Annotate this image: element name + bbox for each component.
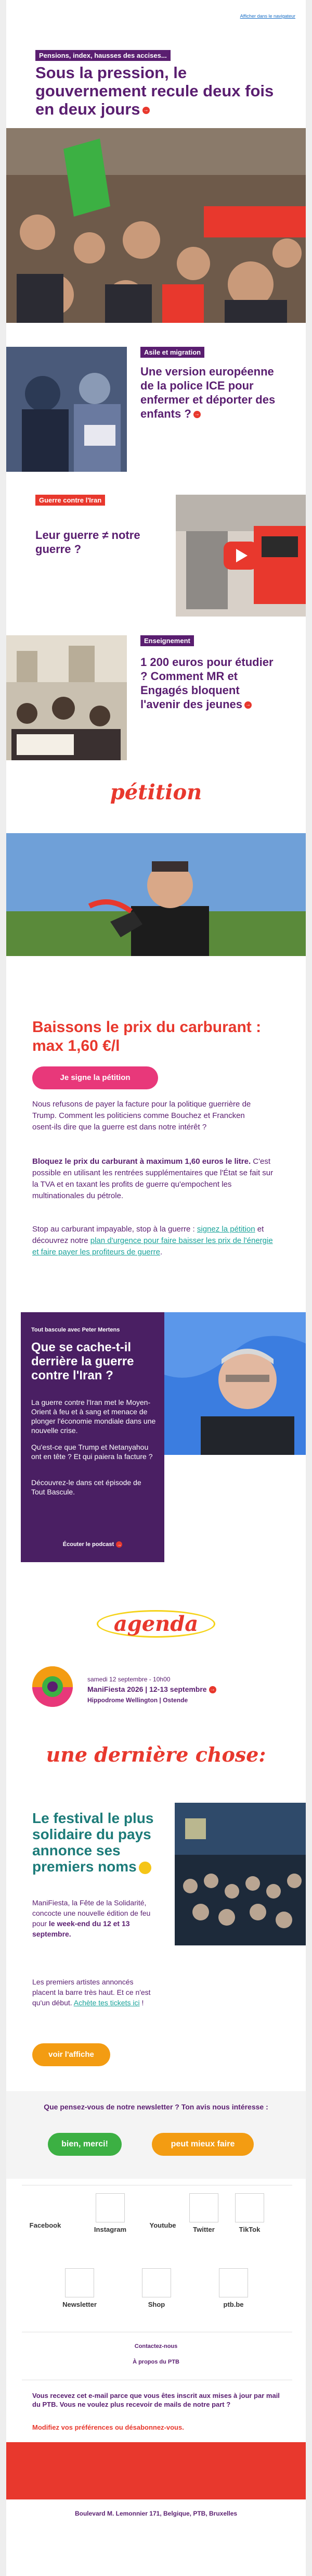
podcast-paragraph-3: Découvrez-le dans cet épisode de Tout Bascule. xyxy=(31,1478,141,1496)
view-poster-button[interactable]: voir l'affiche xyxy=(32,2043,110,2066)
festival-photo[interactable] xyxy=(175,1803,306,1945)
arrow-icon: → xyxy=(194,411,200,418)
petition-paragraph-2: Bloquez le prix du carburant à maximum 1,60 euros le litre. C'est possible en utilisant les rentrées supplémentaires que l'État se fait sur la TVA et en taxant les profits de guerre qu'empochent les multinationales du pétrole. xyxy=(32,1157,274,1200)
feedback-bad-button[interactable]: peut mieux faire xyxy=(152,2133,254,2156)
arrow-icon: → xyxy=(143,107,149,113)
last-paragraph-2: Les premiers artistes annoncés placent la barre très haut. Et ce n'est qu'un début. Achète tes tickets ici ! xyxy=(32,1978,151,2007)
article-photo-asylum[interactable] xyxy=(6,347,127,472)
feedback-question: Que pensez-vous de notre newsletter ? Ton avis nous intéresse : xyxy=(44,2103,268,2111)
petition-section-label: pétition xyxy=(110,780,202,805)
last-title: Le festival le plus solidaire du pays annonce ses premiers noms xyxy=(32,1810,154,1875)
agenda-date: samedi 12 septembre - 10h00 xyxy=(87,1676,171,1683)
podcast-card[interactable] xyxy=(21,1312,164,1562)
podcast-paragraph-2: Qu'est-ce que Trump et Netanyahou ont en tête ? Et qui paiera la facture ? xyxy=(31,1443,153,1461)
article-3-title[interactable]: 1 200 euros pour étudier ? Comment MR et Engagés bloquent l'avenir des jeunes → xyxy=(140,656,274,711)
petition-paragraph-3: Stop au carburant impayable, stop à la guerre : signez la pétition et découvrez notre plan d'urgence pour faire baisser les prix de l'énergie et faire payer les profiteurs de guerre. xyxy=(32,1225,273,1256)
ptb-icon xyxy=(219,2268,248,2297)
article-1-tag: Asile et migration xyxy=(140,347,204,358)
unsubscribe-notice: Vous recevez cet e-mail parce que vous êtes inscrit aux mises à jour par mail du PTB. Vous ne voulez plus recevoir de mails de notre part ? xyxy=(32,2392,280,2408)
arrow-icon: → xyxy=(245,702,251,708)
arrow-icon: → xyxy=(116,1542,122,1548)
footer-red-band xyxy=(6,2442,306,2499)
podcast-portrait xyxy=(164,1312,306,1455)
agenda-place: Hippodrome Wellington | Ostende xyxy=(87,1697,188,1704)
shop-icon xyxy=(142,2268,171,2297)
play-icon[interactable] xyxy=(224,542,258,570)
article-3-tag: Enseignement xyxy=(140,635,194,646)
article-photo-education[interactable] xyxy=(6,635,127,760)
arrow-icon: → xyxy=(210,1687,215,1693)
agenda-event[interactable]: ManiFiesta 2026 | 12-13 septembre → xyxy=(87,1685,215,1693)
newsletter-body xyxy=(6,0,306,2576)
newsletter-icon xyxy=(65,2268,94,2297)
tiktok-icon xyxy=(235,2193,264,2222)
article-2-title[interactable]: Leur guerre ≠ notre guerre ? xyxy=(35,529,140,556)
tickets-link[interactable]: Achète tes tickets ici xyxy=(73,1999,140,2007)
lead-tag: Pensions, index, hausses des accises... xyxy=(35,50,171,61)
feedback-section xyxy=(6,2091,306,2179)
youtube-link[interactable]: Youtube xyxy=(149,2221,176,2229)
last-section-label: une dernière chose: xyxy=(46,1743,266,1766)
agenda-section-label: agenda xyxy=(6,1610,306,1638)
lead-photo[interactable] xyxy=(6,128,306,323)
petition-photo[interactable] xyxy=(6,833,306,956)
podcast-kicker: Tout bascule avec Peter Mertens xyxy=(31,1327,120,1333)
article-1-title[interactable]: Une version européenne de la police ICE pour enfermer et déporter des enfants ? → xyxy=(140,365,276,420)
grin-icon xyxy=(139,1862,151,1874)
manifiesta-logo xyxy=(32,1666,73,1707)
sign-petition-button[interactable]: Je signe la pétition xyxy=(32,1066,158,1089)
twitter-icon xyxy=(189,2193,218,2222)
lead-title[interactable]: Sous la pression, le gouvernement recule deux fois en deux jours → xyxy=(35,64,274,118)
about-link[interactable]: À propos du PTB xyxy=(133,2359,179,2365)
last-paragraph-1: ManiFiesta, la Fête de la Solidarité, concocte une nouvelle édition de feu pour le week-end du 12 et 13 septembre. xyxy=(32,1899,151,1938)
petition-title: Baissons le prix du carburant : max 1,60 €/l xyxy=(32,1019,262,1054)
instagram-link[interactable]: Instagram xyxy=(89,2193,131,2233)
article-2-tag: Guerre contre l'Iran xyxy=(35,495,105,506)
newsletter-link[interactable]: Newsletter xyxy=(56,2268,103,2308)
emergency-plan-link[interactable]: plan d'urgence pour faire baisser les prix de l'énergie et faire payer les profiteurs de guerre xyxy=(32,1236,273,1256)
preferences-link[interactable]: Modifiez vos préférences ou désabonnez-vous. xyxy=(32,2423,184,2431)
view-in-browser-link[interactable]: Afficher dans le navigateur xyxy=(240,14,295,19)
contact-link[interactable]: Contactez-nous xyxy=(134,2343,178,2349)
twitter-link[interactable]: Twitter xyxy=(183,2193,225,2233)
podcast-title: Que se cache-t-il derrière la guerre contre l'Iran ? xyxy=(31,1340,134,1383)
tiktok-link[interactable]: TikTok xyxy=(229,2193,270,2233)
ptb-website-link[interactable]: ptb.be xyxy=(210,2268,257,2308)
footer-address: Boulevard M. Lemonnier 171, Belgique, PTB, Bruxelles xyxy=(74,2510,238,2517)
facebook-link[interactable]: Facebook xyxy=(29,2221,61,2229)
instagram-icon xyxy=(96,2193,125,2222)
petition-paragraph-1: Nous refusons de payer la facture pour la politique guerrière de Trump. Comment les politiciens comme Bouchez et Francken osent-ils dire que la guerre est dans notre intérêt ? xyxy=(32,1100,251,1132)
podcast-paragraph-1: La guerre contre l'Iran met le Moyen-Orient à feu et à sang et menace de plonger l'économie mondiale dans une nouvelle crise. xyxy=(31,1398,156,1435)
shop-link[interactable]: Shop xyxy=(133,2268,180,2308)
sign-petition-link[interactable]: signez la pétition xyxy=(197,1225,255,1234)
listen-podcast-link[interactable]: Écouter le podcast → xyxy=(62,1541,122,1548)
feedback-good-button[interactable]: bien, merci! xyxy=(48,2133,122,2156)
